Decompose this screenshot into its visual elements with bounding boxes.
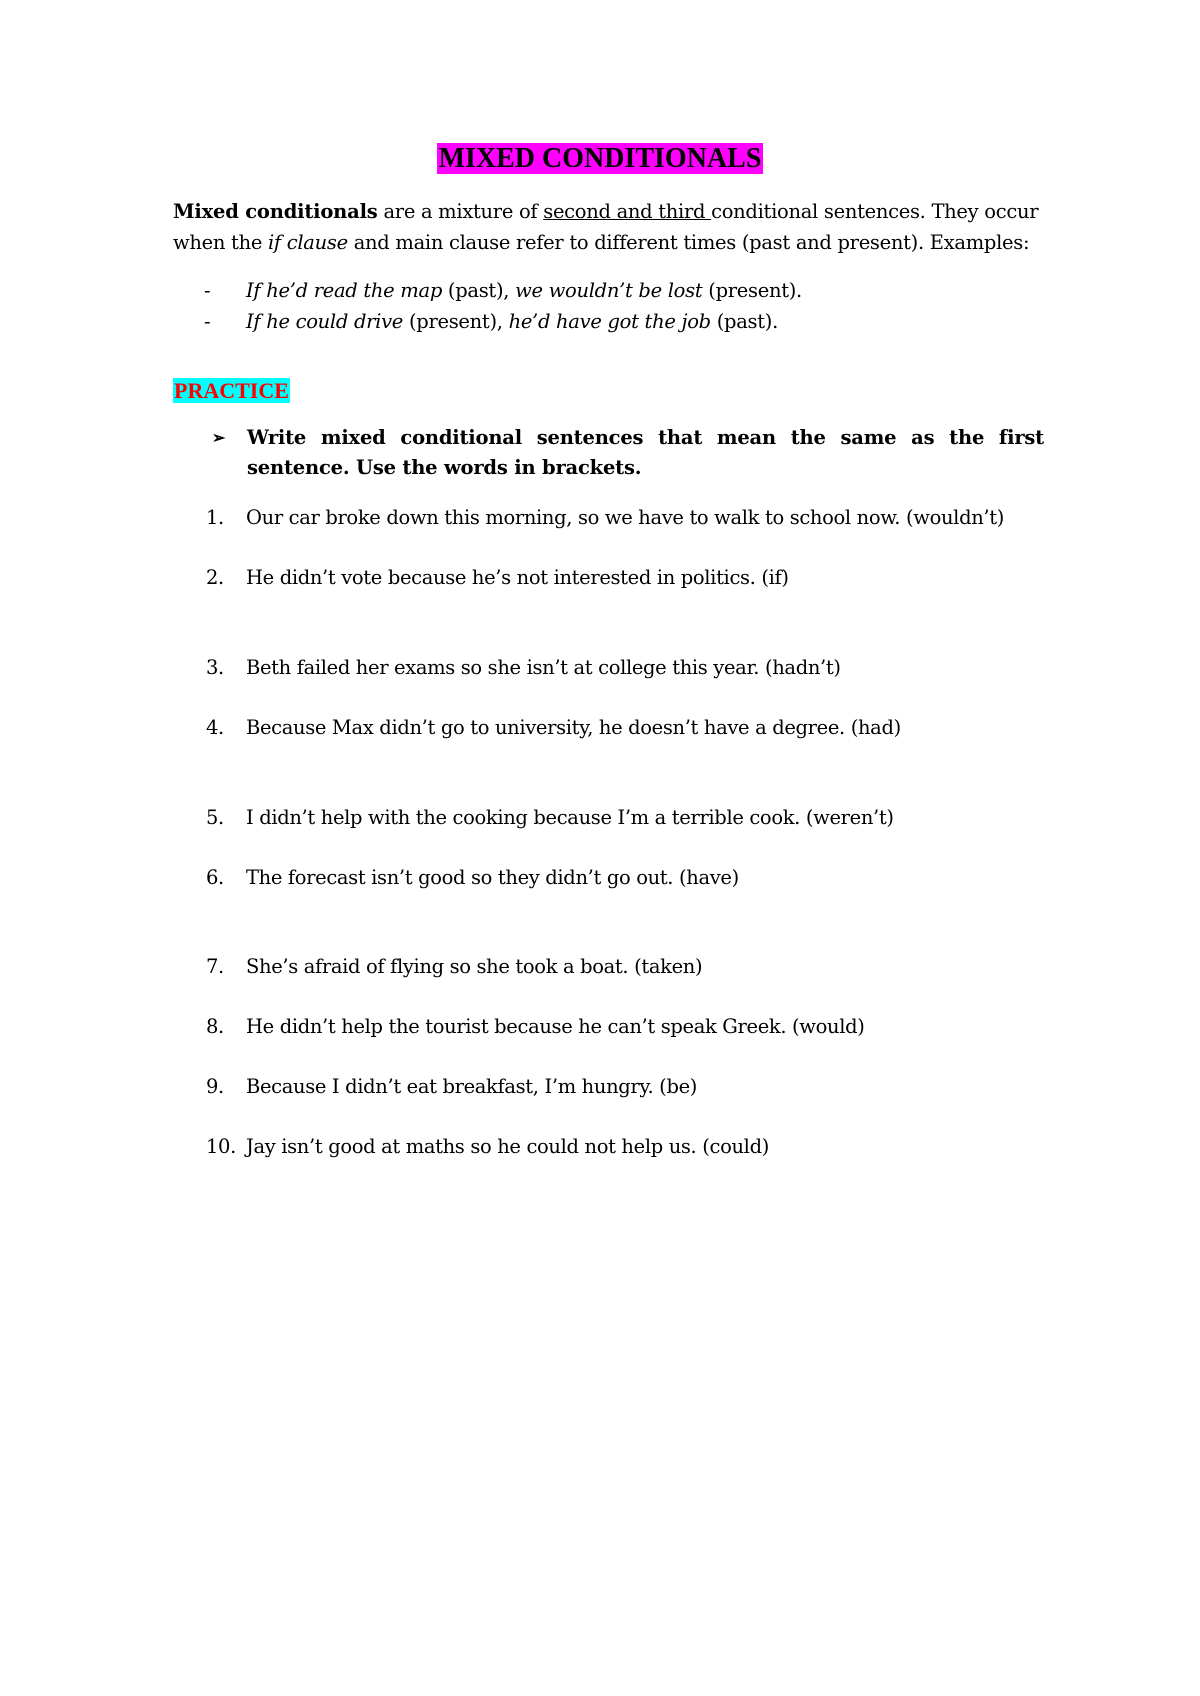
example-clause: we wouldn’t be lost <box>515 279 703 302</box>
question-number: 3. <box>206 656 224 679</box>
question-text: He didn’t help the tourist because he can’t speak Greek. (would) <box>246 1015 865 1038</box>
question-text: She’s afraid of flying so she took a boat. (taken) <box>246 955 703 978</box>
question-number: 1. <box>206 506 224 529</box>
question-number: 9. <box>206 1075 224 1098</box>
question-text: Because Max didn’t go to university, he doesn’t have a degree. (had) <box>246 716 901 739</box>
question-item <box>206 1013 865 1041</box>
page-title <box>0 142 1200 176</box>
question-text: I didn’t help with the cooking because I’m a terrible cook. (weren’t) <box>246 806 894 829</box>
question-number: 7. <box>206 955 224 978</box>
example-item <box>204 275 802 306</box>
intro-text-3: and main clause refer to different times (past and present). Examples: <box>347 231 1030 254</box>
question-item <box>206 714 901 742</box>
example-note: (present). <box>702 279 802 302</box>
instruction-text: Write mixed conditional sentences that mean the same as the first sentence. Use the words in brackets. <box>247 426 1044 479</box>
example-note: (present), <box>403 310 509 333</box>
question-item <box>206 953 702 981</box>
instruction <box>212 423 1044 483</box>
question-item <box>206 1133 769 1161</box>
question-number: 5. <box>206 806 224 829</box>
dash-bullet: - <box>204 279 211 302</box>
question-text: Jay isn’t good at maths so he could not help us. (could) <box>246 1135 769 1158</box>
question-text: Beth failed her exams so she isn’t at college this year. (hadn’t) <box>246 656 841 679</box>
practice-heading <box>173 378 290 404</box>
question-item <box>206 564 789 592</box>
example-item <box>204 306 802 337</box>
question-item <box>206 1073 697 1101</box>
example-note: (past). <box>710 310 779 333</box>
title-text: MIXED CONDITIONALS <box>438 143 762 174</box>
example-clause: If he’d read the map <box>246 279 442 302</box>
intro-text-2: conditional sentences. They occur when the <box>173 200 1039 254</box>
question-number: 8. <box>206 1015 224 1038</box>
question-text: Our car broke down this morning, so we have to walk to school now. (wouldn’t) <box>246 506 1005 529</box>
question-number: 2. <box>206 566 224 589</box>
intro-text-1: are a mixture of <box>377 200 544 223</box>
question-text: He didn’t vote because he’s not interested in politics. (if) <box>246 566 789 589</box>
example-note: (past), <box>442 279 516 302</box>
example-clause: he’d have got the job <box>508 310 711 333</box>
question-number: 4. <box>206 716 224 739</box>
example-clause: If he could drive <box>246 310 404 333</box>
arrow-bullet-icon: ➢ <box>212 428 226 447</box>
question-text: Because I didn’t eat breakfast, I’m hungry. (be) <box>246 1075 698 1098</box>
intro-underlined: second and third <box>543 200 712 223</box>
intro-term: Mixed conditionals <box>173 200 378 223</box>
question-item <box>206 864 739 892</box>
practice-heading-text: PRACTICE <box>174 378 289 403</box>
dash-bullet: - <box>204 310 211 333</box>
question-item <box>206 804 894 832</box>
question-text: The forecast isn’t good so they didn’t go out. (have) <box>246 866 739 889</box>
intro-if-clause: if clause <box>267 231 348 254</box>
question-number: 6. <box>206 866 224 889</box>
question-number: 10. <box>206 1135 236 1158</box>
intro-paragraph <box>173 196 1043 258</box>
examples-list <box>204 275 802 337</box>
question-item <box>206 504 1004 532</box>
question-item <box>206 654 841 682</box>
